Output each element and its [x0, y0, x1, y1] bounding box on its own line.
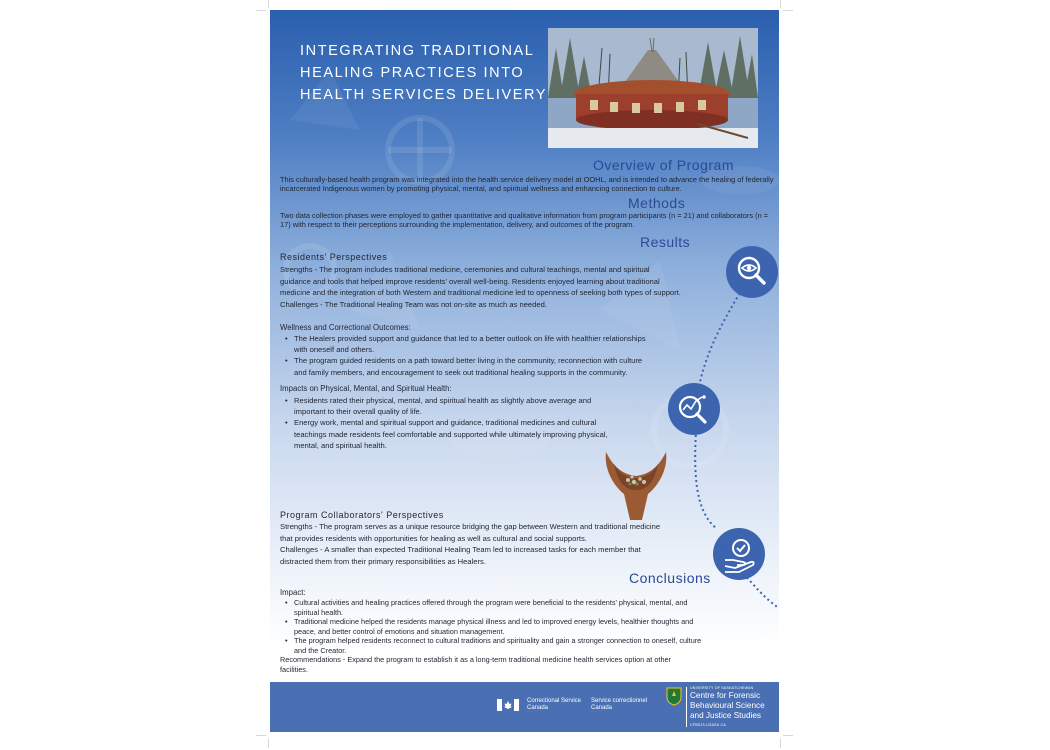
poster [270, 10, 779, 732]
methods-heading: Methods [628, 195, 686, 211]
list-item-line: spiritual health. [294, 607, 344, 617]
centre-name-line: Centre for Forensic [690, 691, 761, 700]
wellness-outcomes-heading: Wellness and Correctional Outcomes: [280, 323, 411, 332]
collaborators-strengths-line: Strengths - The program serves as a unique resource bridging the gap between Western and traditional medicine [280, 522, 661, 531]
list-item-line: • Cultural activities and healing practices offered through the program were beneficial to the residents' physical, mental, and [294, 598, 688, 607]
list-item-line: mental, and spiritual health. [294, 440, 387, 450]
hand-checkmark-icon [713, 528, 765, 580]
list-item-line: • Residents rated their physical, mental, and spiritual health as slightly above average and [294, 396, 592, 405]
crop-mark [268, 738, 269, 748]
collaborators-strengths-line: that provides residents with opportunities for healing as well as cultural and social supports. [280, 533, 587, 543]
csc-name-english [527, 698, 581, 712]
overview-heading: Overview of Program [593, 157, 734, 173]
title-line: HEALTH SERVICES DELIVERY [300, 87, 548, 103]
centre-name-line: and Justice Studies [690, 710, 762, 720]
conclusions-heading: Conclusions [629, 570, 711, 586]
csc-name-line: Correctional Service [527, 698, 582, 704]
centre-url: CFBSJS.USASK.CA [690, 723, 726, 727]
list-item [294, 598, 779, 617]
results-heading: Results [640, 234, 691, 250]
crop-mark [780, 738, 781, 748]
list-item-line: important to their overall quality of life. [294, 407, 422, 417]
impacts-health-heading: Impacts on Physical, Mental, and Spiritual Health: [280, 384, 452, 393]
crop-mark [268, 0, 269, 8]
residents-strengths-line: medicine and the integration of both Western and traditional medicine led to openness of seeking both types of support. [280, 288, 681, 298]
chart-magnifier-icon [668, 383, 720, 435]
overview-text: This culturally-based health program was integrated into the health service delivery model at OOHL, and is intended to advance the healing of federally incarcerated Indigenous women by promoting physical, mental, and spiritual wellness and enhancing connection to culture. [280, 175, 774, 193]
recommendations-line: facilities. [280, 664, 308, 674]
crop-mark [780, 0, 781, 8]
footer-bar [270, 682, 779, 732]
footer-divider [686, 687, 687, 727]
list-item-line: with oneself and others. [294, 345, 375, 355]
centre-name [690, 691, 765, 720]
list-item-line: peace, and better control of emotions and situation management. [294, 626, 505, 636]
collaborators-challenges-line: Challenges - A smaller than expected Traditional Healing Team led to increased tasks for each member that [280, 545, 641, 555]
crop-mark [256, 10, 266, 11]
canada-flag-icon [497, 699, 519, 711]
title-line: INTEGRATING TRADITIONAL [300, 43, 535, 59]
dotted-path [270, 10, 779, 630]
list-item-line: • Traditional medicine helped the residents manage physical illness and led to improved energy levels, healthier thoughts and [294, 617, 694, 626]
conclusions-impact-label: Impact: [280, 588, 306, 597]
methods-text: Two data collection phases were employed to gather quantitative and qualitative information from program participants (n = 21) and collaborators (n = 17) with respect to their perceptions surrounding the implementation, delivery, and outcomes of the program. [280, 211, 769, 229]
magnifier-eye-icon [726, 246, 778, 298]
csc-name-line: Canada [591, 705, 613, 711]
conclusions-impact-list [280, 598, 779, 655]
list-item-line: • The program helped residents reconnect to cultural traditions and spirituality and gain a stronger connection to oneself, culture [294, 636, 702, 645]
title-line: HEALING PRACTICES INTO [300, 65, 525, 81]
list-item-line: and family members, and encouragement to seek out traditional healing supports in the community. [294, 367, 628, 377]
usask-shield-icon [666, 687, 682, 706]
csc-name-line: Service correctionnel [591, 698, 648, 704]
residents-strengths-line: guidance and tools that helped improve residents' overall well-being. Residents enjoyed learning about traditional [280, 276, 660, 286]
list-item-line: teachings made residents feel comfortable and supported while ultimately improving physical, [294, 429, 608, 439]
csc-name-line: Canada [527, 705, 549, 711]
list-item-line: • The Healers provided support and guidance that led to a better outlook on life with healthier relationships [294, 334, 646, 343]
crop-mark [783, 735, 793, 736]
residents-strengths-line: Strengths - The program includes traditional medicine, ceremonies and cultural teachings, mental and spiritual [280, 265, 650, 274]
csc-name-french [591, 698, 647, 712]
recommendations-line: Recommendations - Expand the program to establish it as a long-term traditional medicine health services option at other [280, 655, 671, 664]
list-item [294, 617, 779, 636]
residents-perspectives-heading: Residents' Perspectives [280, 252, 388, 262]
centre-name-line: Behavioural Science [690, 700, 765, 710]
recommendations-text [280, 655, 765, 674]
list-item-line: • Energy work, mental and spiritual support and guidance, traditional medicines and cultural [294, 418, 597, 428]
list-item-line: • The program guided residents on a path toward better living in the community, reconnection with culture [294, 356, 643, 366]
usask-name: UNIVERSITY OF SASKATCHEWAN [690, 686, 754, 690]
list-item [294, 636, 779, 655]
collaborators-challenges-line: distracted them from their primary responsibilities as Healers. [280, 556, 486, 566]
crop-mark [256, 735, 266, 736]
collaborators-perspectives-heading: Program Collaborators' Perspectives [280, 510, 444, 520]
residents-challenges-line: Challenges - The Traditional Healing Team was not on-site as much as needed. [280, 299, 547, 309]
list-item-line: and the Creator. [294, 645, 347, 655]
crop-mark [783, 10, 793, 11]
